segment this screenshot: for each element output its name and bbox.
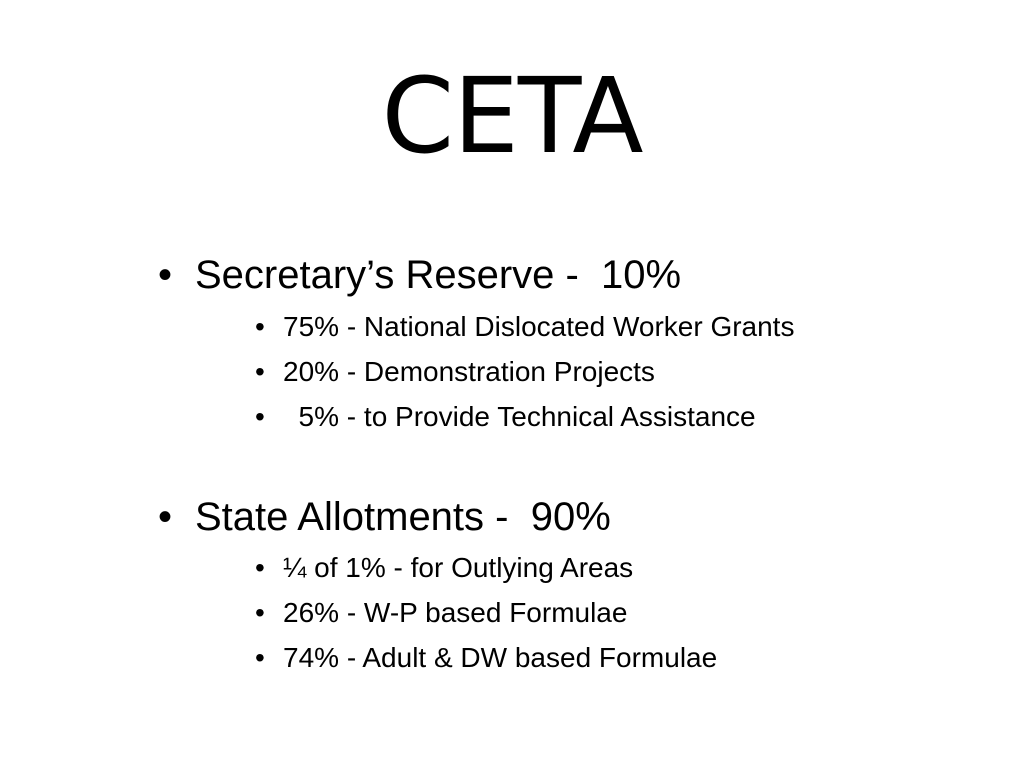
list-item-text: 5% - to Provide Technical Assistance <box>283 401 756 432</box>
bullet-icon: • <box>255 552 265 583</box>
list-item-text: 74% - Adult & DW based Formulae <box>283 642 718 673</box>
section-heading-text: Secretary’s Reserve - 10% <box>195 253 682 297</box>
list-item-text: 20% - Demonstration Projects <box>283 356 655 387</box>
bullet-icon: • <box>255 401 265 432</box>
list-item-text: ¼ of 1% - for Outlying Areas <box>283 552 634 583</box>
bullet-icon: • <box>158 253 173 297</box>
section-heading-text: State Allotments - 90% <box>195 495 611 539</box>
bullet-icon: • <box>255 356 265 387</box>
bullet-icon: • <box>255 597 265 628</box>
slide-title: CETA <box>381 55 643 177</box>
bullet-icon: • <box>158 495 173 539</box>
bullet-icon: • <box>255 642 265 673</box>
list-item-text: 75% - National Dislocated Worker Grants <box>283 311 795 342</box>
list-item-text: 26% - W-P based Formulae <box>283 597 628 628</box>
list-item <box>255 642 718 768</box>
bullet-icon: • <box>255 311 265 342</box>
